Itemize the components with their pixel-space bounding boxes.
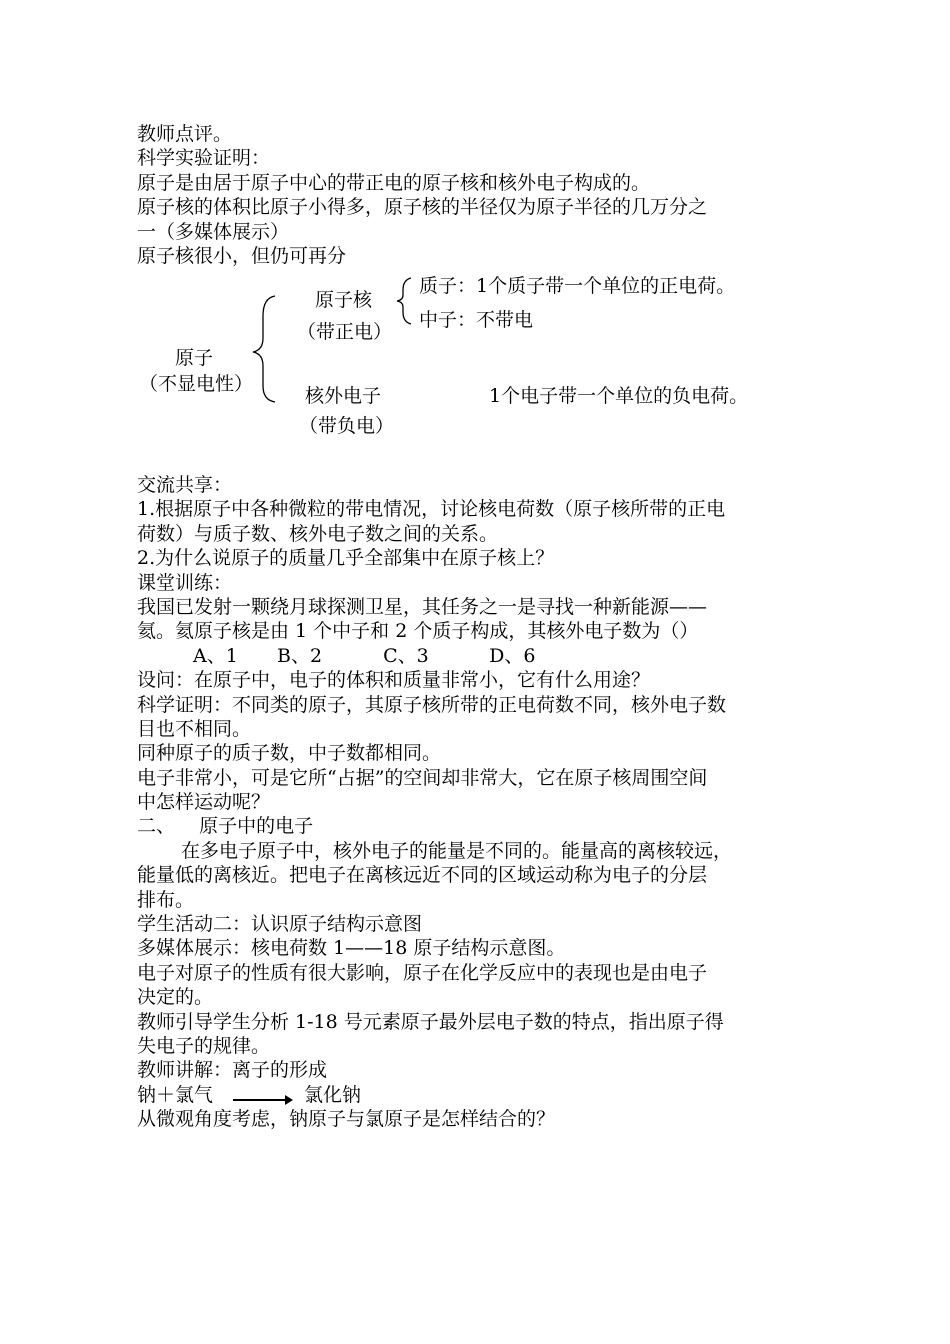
text-line: 多媒体展示：核电荷数 1——18 原子结构示意图。 [137,937,566,960]
text-line: 教师点评。 [137,123,233,145]
text-line: 课堂训练： [137,571,233,594]
atom-structure-diagram [137,268,837,448]
proton-label: 质子：1个质子带一个单位的正电荷。 [419,275,736,297]
text-line: 电子对原子的性质有很大影响，原子在化学反应中的表现也是由电子 [137,961,708,984]
indented-paragraph: 在多电子原子中，核外电子的能量是不同的。能量高的离核较远， [181,839,733,862]
closing-question: 从微观角度考虑，钠原子与氯原子是怎样结合的？ [137,1108,556,1131]
text-line: 教师引导学生分析 1-18 号元素原子最外层电子数的特点，指出原子得 [137,1010,724,1033]
text-line: 我国已发射一颗绕月球探测卫星，其任务之一是寻找一种新能源—— [137,595,708,618]
nucleus-brace [397,278,411,324]
text-line: 排布。 [137,888,195,911]
nucleus-label: 原子核 [315,289,373,311]
text-line: 原子核很小，但仍可再分 [137,244,347,267]
option-b: B、2 [277,644,323,667]
reactants: 钠＋氯气 [137,1083,214,1106]
text-line: 目也不相同。 [137,717,252,740]
text-line: 2.为什么说原子的质量几乎全部集中在原子核上？ [137,547,555,570]
text-line: 科学证明：不同类的原子，其原子核所带的正电荷数不同，核外电子数 [137,693,727,716]
electron-label: 核外电子 [305,385,382,407]
main-section [137,473,817,1132]
option-d: D、6 [489,644,536,667]
text-line: 科学实验证明： [137,147,271,170]
intro-section [137,122,817,268]
text-line: 1.根据原子中各种微粒的带电情况，讨论核电荷数（原子核所带的正电 [137,498,726,521]
neutron-label: 中子：不带电 [419,309,534,331]
option-c: C、3 [383,644,429,667]
text-line: 教师讲解：离子的形成 [137,1059,328,1082]
text-line: 一（多媒体展示） [137,220,290,243]
reaction-arrow-icon [233,1093,293,1107]
text-line: 学生活动二：认识原子结构示意图 [137,913,423,936]
atom-note: （不显电性） [139,373,254,395]
atom-label: 原子 [175,347,214,369]
text-line: 原子核的体积比原子小得多，原子核的半径仅为原子半径的几万分之 [137,196,708,219]
text-line: 电子非常小，可是它所“占据”的空间却非常大，它在原子核周围空间 [137,766,708,789]
section-heading: 二、 原子中的电子 [137,815,314,838]
product: 氯化钠 [304,1083,362,1106]
reaction-equation [137,1083,817,1107]
text-line: 交流共享： [137,474,233,496]
text-line: 设问：在原子中，电子的体积和质量非常小，它有什么用途？ [137,669,651,692]
electron-note: （带负电） [299,415,395,437]
text-line: 原子是由居于原子中心的带正电的原子核和核外电子构成的。 [137,171,651,194]
nucleus-note: （带正电） [297,321,393,343]
text-line: 决定的。 [137,986,214,1009]
option-a: A、1 [193,644,238,667]
text-line: 能量低的离核近。把电子在离核远近不同的区域运动称为电子的分层 [137,864,708,887]
text-line: 同种原子的质子数，中子数都相同。 [137,742,442,765]
text-line: 荷数）与质子数、核外电子数之间的关系。 [137,522,499,545]
electron-desc: 1个电子带一个单位的负电荷。 [489,385,749,407]
text-line: 中怎样运动呢？ [137,791,271,814]
text-line: 氦。氦原子核是由 1 个中子和 2 个质子构成，其核外电子数为（） [137,620,699,643]
answer-options [137,644,817,668]
text-line: 失电子的规律。 [137,1034,271,1057]
atom-brace [253,296,275,402]
